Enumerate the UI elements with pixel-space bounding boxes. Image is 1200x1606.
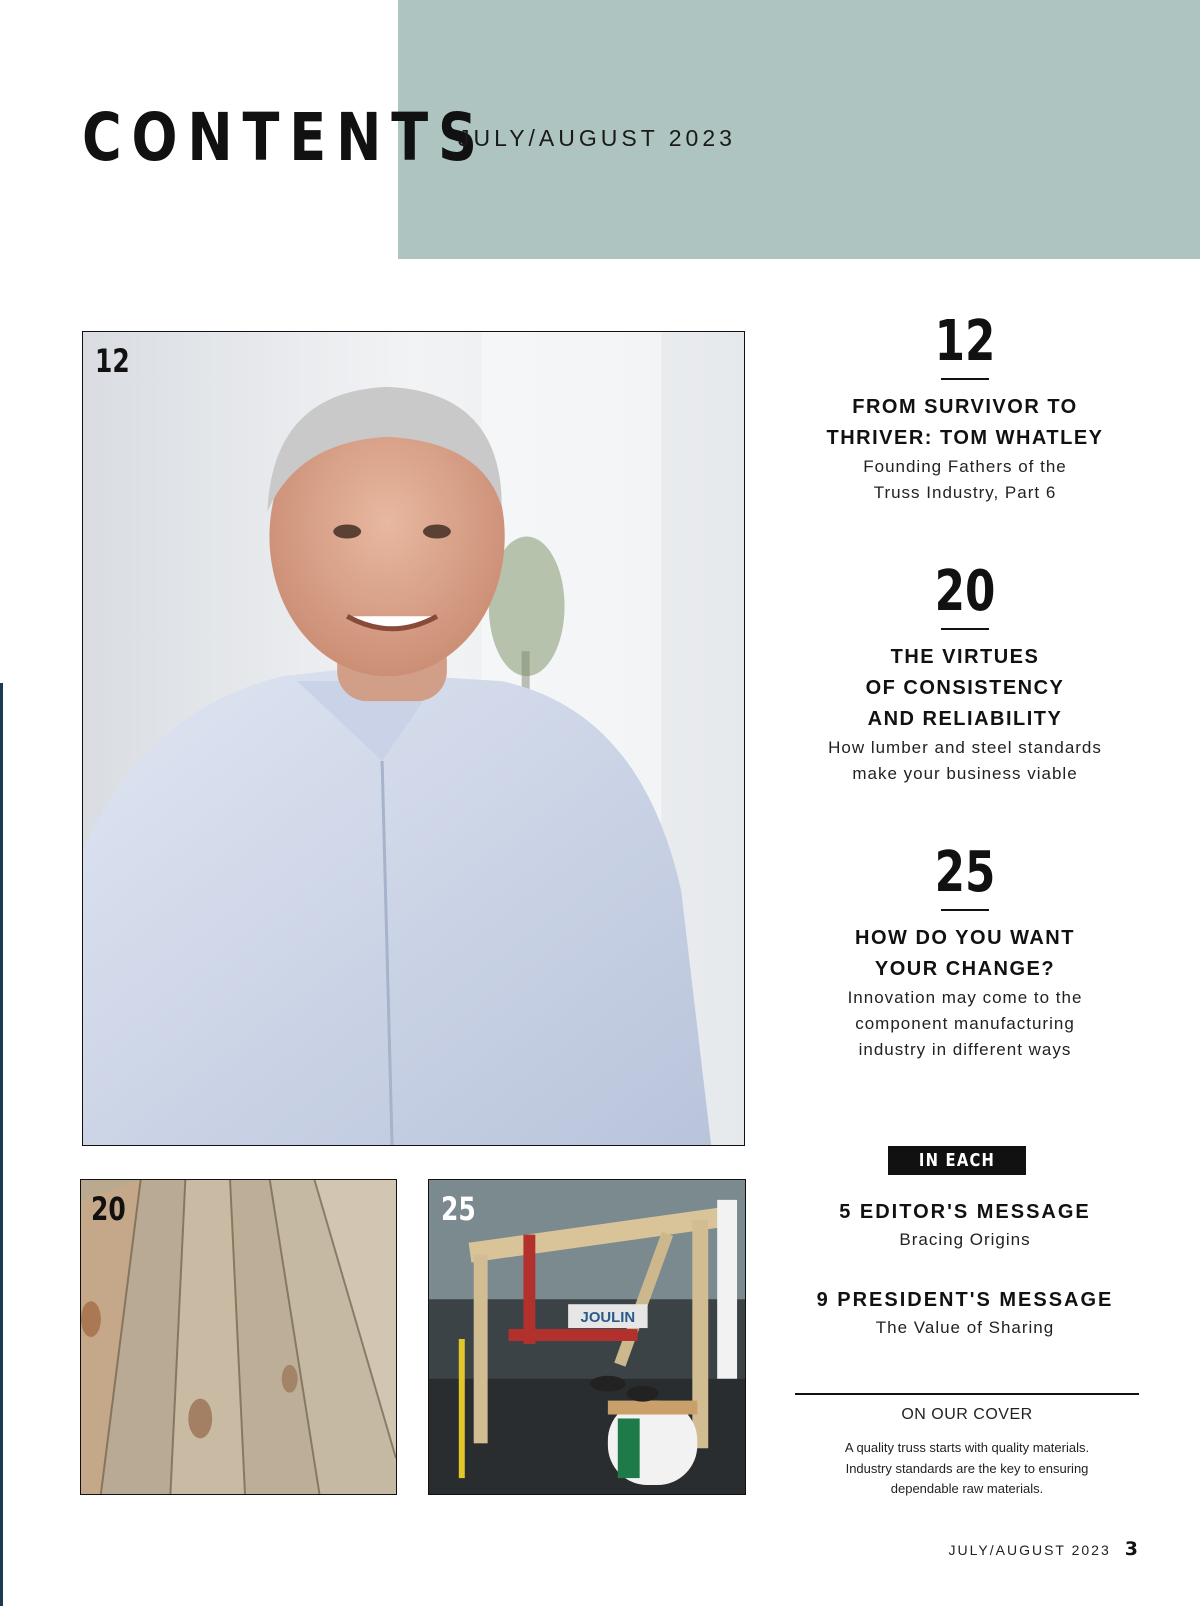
- lumber-image: [81, 1180, 396, 1494]
- cover-divider: [795, 1393, 1139, 1395]
- cover-label: ON OUR COVER: [901, 1406, 1033, 1423]
- department-description: Bracing Origins: [899, 1230, 1031, 1249]
- photo-page-number: 25: [441, 1190, 476, 1228]
- toc-headline: THE VIRTUES OF CONSISTENCY AND RELIABILITY: [865, 646, 1065, 730]
- photo-page-number: 12: [95, 342, 130, 380]
- divider: [941, 378, 989, 380]
- department-headline: 5 EDITOR'S MESSAGE: [839, 1201, 1091, 1223]
- photo-page-number: 20: [91, 1190, 126, 1228]
- lumber-photo[interactable]: [80, 1179, 397, 1495]
- toc-description: How lumber and steel standards make your business viable: [828, 738, 1102, 783]
- cover-story-photo[interactable]: [82, 331, 745, 1146]
- issue-date: JULY/AUGUST 2023: [458, 125, 736, 151]
- machine-image: [429, 1180, 745, 1494]
- page-number: 3: [1124, 1538, 1138, 1560]
- toc-headline: HOW DO YOU WANT YOUR CHANGE?: [855, 927, 1075, 980]
- toc-entry[interactable]: [795, 840, 1135, 1063]
- page-title: CONTENTS: [82, 99, 487, 176]
- footer-issue: JULY/AUGUST 2023: [948, 1542, 1111, 1558]
- toc-page-number: 20: [934, 559, 996, 624]
- department-headline: 9 PRESIDENT'S MESSAGE: [816, 1289, 1114, 1311]
- toc-description: Innovation may come to the component manufacturing industry in different ways: [847, 988, 1083, 1059]
- cover-description: A quality truss starts with quality materials. Industry standards are the key to ensuring dependable raw materials.: [844, 1440, 1090, 1496]
- toc-page-number: 25: [934, 840, 996, 905]
- page-edge-rule: [0, 683, 3, 1606]
- toc-entry[interactable]: [795, 309, 1135, 506]
- department-entry[interactable]: [795, 1285, 1135, 1341]
- portrait-image: [83, 332, 744, 1145]
- toc-headline: FROM SURVIVOR TO THRIVER: TOM WHATLEY: [826, 396, 1104, 449]
- toc-entry[interactable]: [795, 559, 1135, 787]
- department-description: The Value of Sharing: [875, 1318, 1055, 1337]
- joulin-sign: JOULIN: [580, 1310, 636, 1327]
- machine-photo[interactable]: [428, 1179, 746, 1495]
- department-entry[interactable]: [795, 1197, 1135, 1253]
- toc-page-number: 12: [934, 309, 996, 374]
- divider: [941, 909, 989, 911]
- in-each-issue-badge: IN EACH ISSUE: [888, 1146, 1026, 1175]
- toc-description: Founding Fathers of the Truss Industry, Part 6: [863, 457, 1067, 502]
- divider: [941, 628, 989, 630]
- page-footer: [949, 1538, 1138, 1560]
